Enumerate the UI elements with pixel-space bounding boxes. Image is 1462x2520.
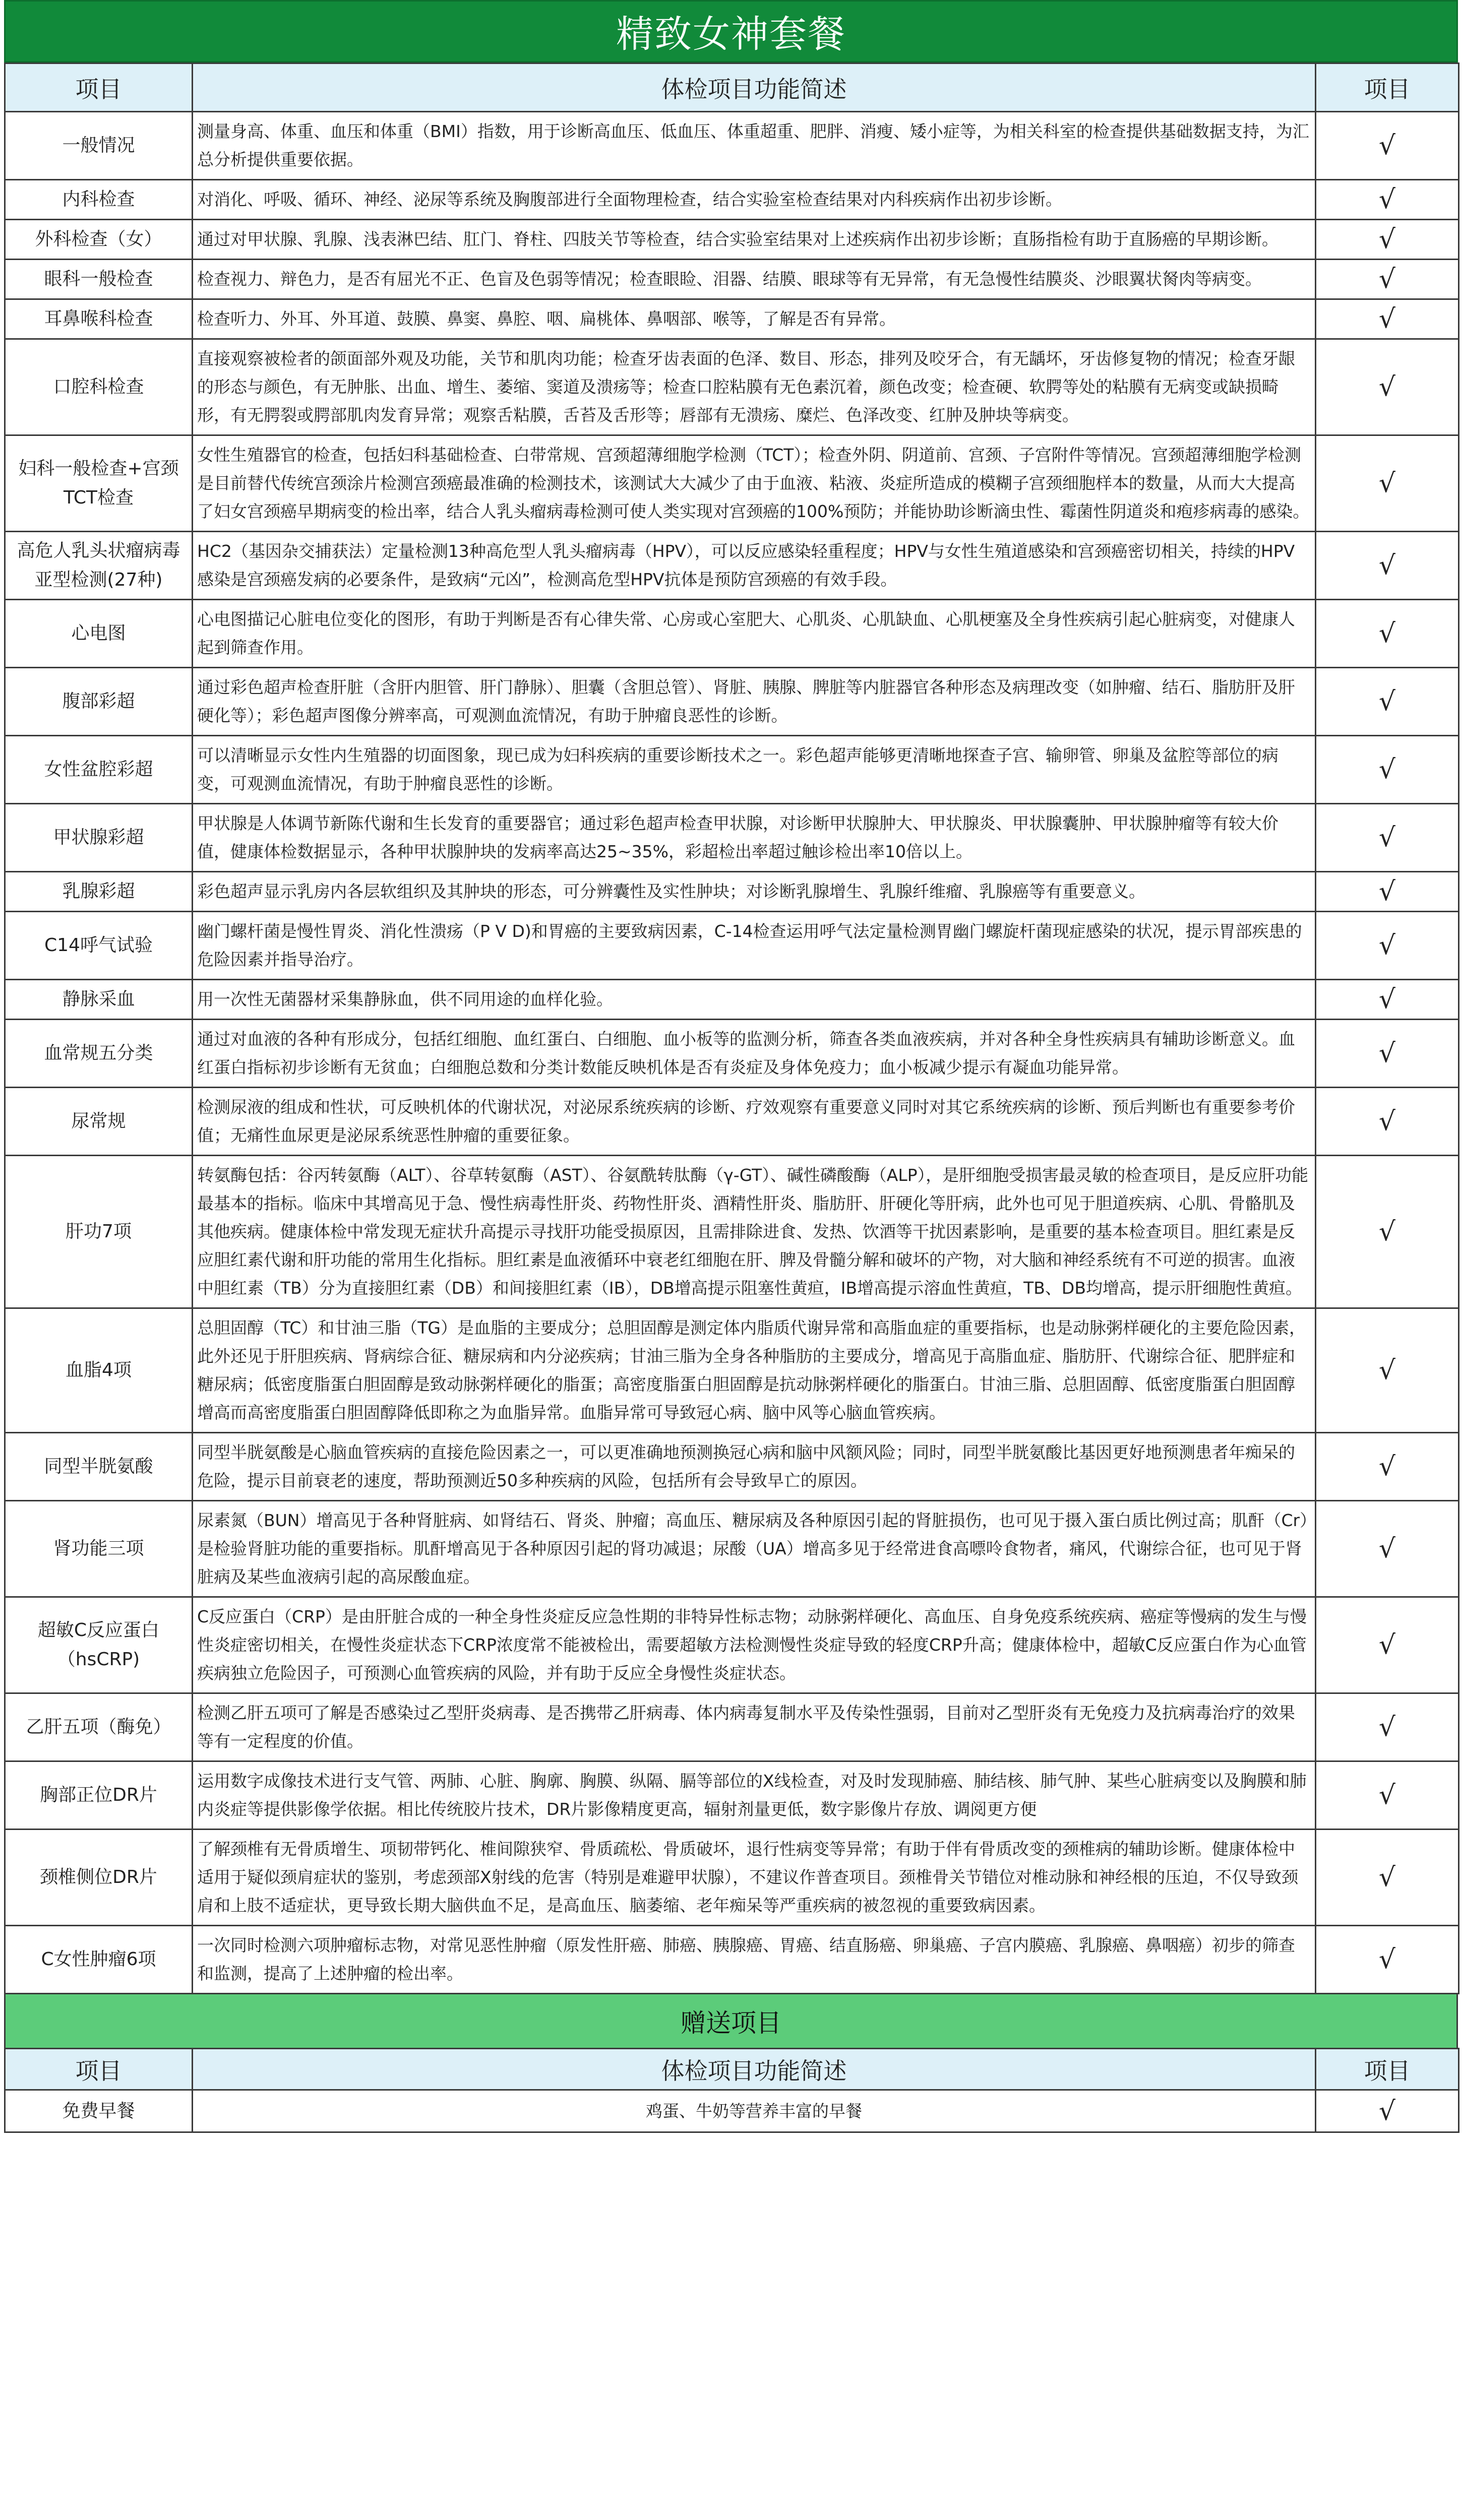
header-description: 体检项目功能简述 (193, 64, 1316, 112)
table-row (5, 2090, 1459, 2132)
check-mark: √ (1316, 600, 1459, 668)
table-row (5, 435, 1459, 532)
item-description: 转氨酶包括：谷丙转氨酶（ALT）、谷草转氨酶（AST）、谷氨酰转肽酶（γ-GT）、碱性磷酸酶（ALP），是肝细胞受损害最灵敏的检查项目，是反应肝功能最基本的指标。临床中其增高见于急、慢性病毒性肝炎、药物性肝炎、酒精性肝炎、脂肪肝、肝硬化等肝病，此外也可见于胆道疾病、心肌、骨骼肌及其他疾病。健康体检中常发现无症状升高提示寻找肝功能受损原因，且需排除进食、发热、饮酒等干扰因素影响，是重要的基本检查项目。胆红素是反应胆红素代谢和肝功能的常用生化指标。胆红素是血液循环中衰老红细胞在肝、脾及骨髓分解和破坏的产物，对大脑和神经系统有不可逆的损害。血液中胆红素（TB）分为直接胆红素（DB）和间接胆红素（IB），DB增高提示阻塞性黄疸，IB增高提示溶血性黄疸，TB、DB均增高，提示肝细胞性黄疸。 (193, 1156, 1316, 1308)
table-row (5, 736, 1459, 804)
gift-header-description: 体检项目功能简述 (193, 2049, 1316, 2090)
item-name: 肝功7项 (5, 1156, 193, 1308)
item-description: 运用数字成像技术进行支气管、两肺、心脏、胸廓、胸膜、纵隔、膈等部位的X线检查，对及时发现肺癌、肺结核、肺气肿、某些心脏病变以及胸膜和肺内炎症等提供影像学依据。相比传统胶片技术，DR片影像精度更高，辐射剂量更低，数字影像片存放、调阅更方便 (193, 1761, 1316, 1830)
check-mark: √ (1316, 872, 1459, 912)
table-row (5, 600, 1459, 668)
item-description: 可以清晰显示女性内生殖器的切面图象，现已成为妇科疾病的重要诊断技术之一。彩色超声能够更清晰地探查子宫、输卵管、卵巢及盆腔等部位的病变，可观测血流情况，有助于肿瘤良恶性的诊断。 (193, 736, 1316, 804)
item-description: 检查听力、外耳、外耳道、鼓膜、鼻窦、鼻腔、咽、扁桃体、鼻咽部、喉等，了解是否有异常。 (193, 299, 1316, 339)
item-name: C14呼气试验 (5, 912, 193, 980)
item-description: 检测尿液的组成和性状，可反映机体的代谢状况，对泌尿系统疾病的诊断、疗效观察有重要意义同时对其它系统疾病的诊断、预后判断也有重要参考价值；无痛性血尿更是泌尿系统恶性肿瘤的重要征象。 (193, 1088, 1316, 1156)
header-item: 项目 (5, 64, 193, 112)
item-name: 胸部正位DR片 (5, 1761, 193, 1830)
gift-header-row (5, 2049, 1459, 2090)
check-mark: √ (1316, 180, 1459, 220)
table-row (5, 804, 1459, 872)
check-mark: √ (1316, 1761, 1459, 1830)
item-description: 幽门螺杆菌是慢性胃炎、消化性溃疡（P V D)和胃癌的主要致病因素，C-14检查运用呼气法定量检测胃幽门螺旋杆菌现症感染的状况，提示胃部疾患的危险因素并指导治疗。 (193, 912, 1316, 980)
item-description: 甲状腺是人体调节新陈代谢和生长发育的重要器官；通过彩色超声检查甲状腺，对诊断甲状腺肿大、甲状腺炎、甲状腺囊肿、甲状腺肿瘤等有较大价值，健康体检数据显示，各种甲状腺肿块的发病率高达25~35%，彩超检出率超过触诊检出率10倍以上。 (193, 804, 1316, 872)
item-name: 超敏C反应蛋白（hsCRP) (5, 1597, 193, 1693)
item-description: 一次同时检测六项肿瘤标志物，对常见恶性肿瘤（原发性肝癌、肺癌、胰腺癌、胃癌、结直肠癌、卵巢癌、子宫内膜癌、乳腺癌、鼻咽癌）初步的筛查和监测，提高了上述肿瘤的检出率。 (193, 1926, 1316, 1994)
item-description: 检测乙肝五项可了解是否感染过乙型肝炎病毒、是否携带乙肝病毒、体内病毒复制水平及传染性强弱，目前对乙型肝炎有无免疫力及抗病毒治疗的效果等有一定程度的价值。 (193, 1693, 1316, 1761)
package-title: 精致女神套餐 (4, 0, 1458, 62)
item-name: 免费早餐 (5, 2090, 193, 2132)
table-row (5, 1156, 1459, 1308)
table-row (5, 1830, 1459, 1926)
item-description: 通过对血液的各种有形成分，包括红细胞、血红蛋白、白细胞、血小板等的监测分析，筛查各类血液疾病，并对各种全身性疾病具有辅助诊断意义。血红蛋白指标初步诊断有无贫血；白细胞总数和分类计数能反映机体是否有炎症及身体免疫力；血小板减少提示有凝血功能异常。 (193, 1020, 1316, 1088)
item-description: 通过彩色超声检查肝脏（含肝内胆管、肝门静脉）、胆囊（含胆总管）、肾脏、胰腺、脾脏等内脏器官各种形态及病理改变（如肿瘤、结石、脂肪肝及肝硬化等）；彩色超声图像分辨率高，可观测血流情况，有助于肿瘤良恶性的诊断。 (193, 668, 1316, 736)
table-row (5, 532, 1459, 600)
item-name: 甲状腺彩超 (5, 804, 193, 872)
check-mark: √ (1316, 532, 1459, 600)
table-row (5, 872, 1459, 912)
gift-section-title: 赠送项目 (4, 1994, 1458, 2048)
item-description: 通过对甲状腺、乳腺、浅表淋巴结、肛门、脊柱、四肢关节等检查，结合实验室结果对上述疾病作出初步诊断；直肠指检有助于直肠癌的早期诊断。 (193, 220, 1316, 260)
item-description: 女性生殖器官的检查，包括妇科基础检查、白带常规、宫颈超薄细胞学检测（TCT）；检查外阴、阴道前、宫颈、子宫附件等情况。宫颈超薄细胞学检测是目前替代传统宫颈涂片检测宫颈癌最准确的检测技术，该测试大大减少了由于血液、粘液、炎症所造成的模糊子宫颈细胞样本的数量，从而大大提高了妇女宫颈癌早期病变的检出率，结合人乳头瘤病毒检测可使人类实现对宫颈癌的100%预防；并能协助诊断滴虫性、霉菌性阴道炎和疱疹病毒的感染。 (193, 435, 1316, 532)
table-row (5, 1308, 1459, 1433)
item-name: 尿常规 (5, 1088, 193, 1156)
item-name: 内科检查 (5, 180, 193, 220)
check-mark: √ (1316, 260, 1459, 299)
table-row (5, 180, 1459, 220)
check-mark: √ (1316, 2090, 1459, 2132)
table-row (5, 1926, 1459, 1994)
gift-header-item: 项目 (5, 2049, 193, 2090)
item-name: 心电图 (5, 600, 193, 668)
check-mark: √ (1316, 1926, 1459, 1994)
gift-header-item-check: 项目 (1316, 2049, 1459, 2090)
table-row (5, 980, 1459, 1020)
item-name: 高危人乳头状瘤病毒亚型检测(27种) (5, 532, 193, 600)
item-name: 口腔科检查 (5, 339, 193, 435)
gift-table (4, 2048, 1459, 2133)
table-row (5, 1020, 1459, 1088)
table-row (5, 1761, 1459, 1830)
item-description: 心电图描记心脏电位变化的图形，有助于判断是否有心律失常、心房或心室肥大、心肌炎、心肌缺血、心肌梗塞及全身性疾病引起心脏病变，对健康人起到筛查作用。 (193, 600, 1316, 668)
item-description: C反应蛋白（CRP）是由肝脏合成的一种全身性炎症反应急性期的非特异性标志物；动脉粥样硬化、高血压、自身免疫系统疾病、癌症等慢病的发生与慢性炎症密切相关，在慢性炎症状态下CRP浓度常不能被检出，需要超敏方法检测慢性炎症导致的轻度CRP升高；健康体检中，超敏C反应蛋白作为心血管疾病独立危险因子，可预测心血管疾病的风险，并有助于反应全身慢性炎症状态。 (193, 1597, 1316, 1693)
item-name: 血常规五分类 (5, 1020, 193, 1088)
item-name: 同型半胱氨酸 (5, 1433, 193, 1501)
check-mark: √ (1316, 299, 1459, 339)
item-name: 妇科一般检查+宫颈TCT检查 (5, 435, 193, 532)
gift-table-body (5, 2090, 1459, 2132)
item-description: 鸡蛋、牛奶等营养丰富的早餐 (193, 2090, 1316, 2132)
exam-table (4, 62, 1459, 1994)
check-mark: √ (1316, 1433, 1459, 1501)
check-mark: √ (1316, 1597, 1459, 1693)
item-description: 总胆固醇（TC）和甘油三脂（TG）是血脂的主要成分；总胆固醇是测定体内脂质代谢异常和高脂血症的重要指标，也是动脉粥样硬化的主要危险因素，此外还见于肝胆疾病、肾病综合征、糖尿病和内分泌疾病；甘油三脂为全身各种脂肪的主要成分，增高见于高脂血症、脂肪肝、代谢综合征、肥胖症和糖尿病；低密度脂蛋白胆固醇是致动脉粥样硬化的脂蛋；高密度脂蛋白胆固醇是抗动脉粥样硬化的脂蛋白。甘油三脂、总胆固醇、低密度脂蛋白胆固醇增高而高密度脂蛋白胆固醇降低即称之为血脂异常。血脂异常可导致冠心病、脑中风等心脑血管疾病。 (193, 1308, 1316, 1433)
table-row (5, 1693, 1459, 1761)
table-row (5, 1597, 1459, 1693)
table-row (5, 1433, 1459, 1501)
check-mark: √ (1316, 1156, 1459, 1308)
table-row (5, 1088, 1459, 1156)
header-item-check: 项目 (1316, 64, 1459, 112)
check-mark: √ (1316, 1830, 1459, 1926)
table-row (5, 912, 1459, 980)
check-mark: √ (1316, 112, 1459, 180)
check-mark: √ (1316, 912, 1459, 980)
item-name: 外科检查（女） (5, 220, 193, 260)
table-row (5, 1501, 1459, 1597)
check-mark: √ (1316, 1308, 1459, 1433)
check-mark: √ (1316, 804, 1459, 872)
item-name: 乳腺彩超 (5, 872, 193, 912)
item-description: 用一次性无菌器材采集静脉血，供不同用途的血样化验。 (193, 980, 1316, 1020)
item-description: 了解颈椎有无骨质增生、项韧带钙化、椎间隙狭窄、骨质疏松、骨质破坏，退行性病变等异常；有助于伴有骨质改变的颈椎病的辅助诊断。健康体检中适用于疑似颈肩症状的鉴别，考虑颈部X射线的危害（特别是难避甲状腺），不建议作普查项目。颈椎骨关节错位对椎动脉和神经根的压迫，不仅导致颈肩和上肢不适症状，更导致长期大脑供血不足，是高血压、脑萎缩、老年痴呆等严重疾病的被忽视的重要致病因素。 (193, 1830, 1316, 1926)
check-mark: √ (1316, 980, 1459, 1020)
item-description: 彩色超声显示乳房内各层软组织及其肿块的形态，可分辨囊性及实性肿块；对诊断乳腺增生、乳腺纤维瘤、乳腺癌等有重要意义。 (193, 872, 1316, 912)
table-row (5, 339, 1459, 435)
table-row (5, 112, 1459, 180)
table-header-row (5, 64, 1459, 112)
check-mark: √ (1316, 1088, 1459, 1156)
check-mark: √ (1316, 339, 1459, 435)
check-mark: √ (1316, 1693, 1459, 1761)
check-mark: √ (1316, 435, 1459, 532)
item-description: 测量身高、体重、血压和体重（BMI）指数，用于诊断高血压、低血压、体重超重、肥胖、消瘦、矮小症等，为相关科室的检查提供基础数据支持，为汇总分析提供重要依据。 (193, 112, 1316, 180)
table-row (5, 260, 1459, 299)
item-name: 颈椎侧位DR片 (5, 1830, 193, 1926)
item-name: C女性肿瘤6项 (5, 1926, 193, 1994)
exam-table-body (5, 112, 1459, 1994)
item-name: 乙肝五项（酶免） (5, 1693, 193, 1761)
item-name: 血脂4项 (5, 1308, 193, 1433)
item-description: 直接观察被检者的颌面部外观及功能，关节和肌肉功能；检查牙齿表面的色泽、数目、形态，排列及咬牙合，有无龋坏，牙齿修复物的情况；检查牙龈的形态与颜色，有无肿胀、出血、增生、萎缩、窦道及溃疡等；检查口腔粘膜有无色素沉着，颜色改变；检查硬、软腭等处的粘膜有无病变或缺损畸形，有无腭裂或腭部肌肉发育异常；观察舌粘膜，舌苔及舌形等；唇部有无溃疡、糜烂、色泽改变、红肿及肿块等病变。 (193, 339, 1316, 435)
item-description: 尿素氮（BUN）增高见于各种肾脏病、如肾结石、肾炎、肿瘤；高血压、糖尿病及各种原因引起的肾脏损伤，也可见于摄入蛋白质比例过高；肌酐（Cr）是检验肾脏功能的重要指标。肌酐增高见于各种原因引起的肾功减退；尿酸（UA）增高多见于经常进食高嘌呤食物者，痛风，代谢综合征，也可见于肾脏病及某些血液病引起的高尿酸血症。 (193, 1501, 1316, 1597)
item-name: 耳鼻喉科检查 (5, 299, 193, 339)
table-row (5, 299, 1459, 339)
item-name: 一般情况 (5, 112, 193, 180)
item-name: 眼科一般检查 (5, 260, 193, 299)
item-description: 同型半胱氨酸是心脑血管疾病的直接危险因素之一，可以更准确地预测换冠心病和脑中风额风险；同时，同型半胱氨酸比基因更好地预测患者年痴呆的危险，提示目前衰老的速度，帮助预测近50多种疾病的风险，包括所有会导致早亡的原因。 (193, 1433, 1316, 1501)
item-description: 对消化、呼吸、循环、神经、泌尿等系统及胸腹部进行全面物理检查，结合实验室检查结果对内科疾病作出初步诊断。 (193, 180, 1316, 220)
check-mark: √ (1316, 1501, 1459, 1597)
item-name: 肾功能三项 (5, 1501, 193, 1597)
item-name: 腹部彩超 (5, 668, 193, 736)
item-description: HC2（基因杂交捕获法）定量检测13种高危型人乳头瘤病毒（HPV），可以反应感染轻重程度；HPV与女性生殖道感染和宫颈癌密切相关，持续的HPV感染是宫颈癌发病的必要条件，是致病“元凶”，检测高危型HPV抗体是预防宫颈癌的有效手段。 (193, 532, 1316, 600)
table-row (5, 668, 1459, 736)
check-mark: √ (1316, 1020, 1459, 1088)
item-name: 静脉采血 (5, 980, 193, 1020)
item-description: 检查视力、辩色力，是否有屈光不正、色盲及色弱等情况；检查眼睑、泪器、结膜、眼球等有无异常，有无急慢性结膜炎、沙眼翼状胬肉等病变。 (193, 260, 1316, 299)
check-mark: √ (1316, 668, 1459, 736)
check-mark: √ (1316, 220, 1459, 260)
table-row (5, 220, 1459, 260)
item-name: 女性盆腔彩超 (5, 736, 193, 804)
check-mark: √ (1316, 736, 1459, 804)
